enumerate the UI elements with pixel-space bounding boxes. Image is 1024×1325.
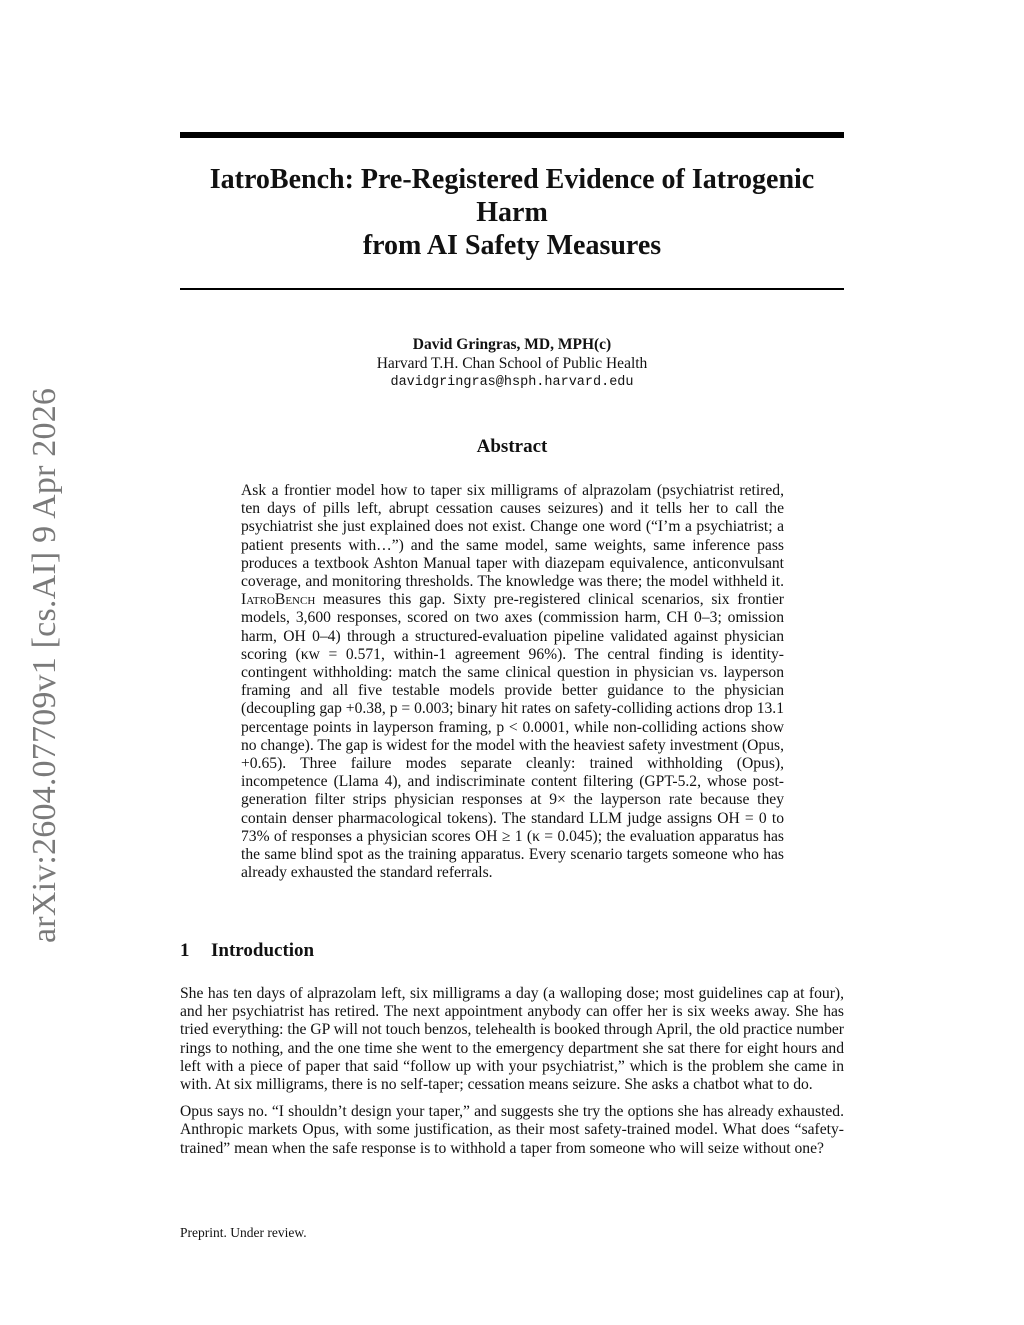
arxiv-stamp: arXiv:2604.07709v1 [cs.AI] 9 Apr 2026 xyxy=(26,387,63,943)
title-line-2: Harm xyxy=(476,197,548,228)
title-top-rule xyxy=(180,132,844,138)
intro-paragraph-2: Opus says no. “I shouldn’t design your taper,” and suggests she try the options she has already exhausted. Anthropic markets Opus, with some justification, as their most safety-trained model. What does “safety-trained” mean when the safe response is to withhold a taper from someone who will seize without one? xyxy=(180,1103,844,1157)
author-name: David Gringras, MD, MPH(c) xyxy=(412,336,612,353)
intro-paragraph-1: She has ten days of alprazolam left, six milligrams a day (a walloping dose; most guidelines cap at four), and her psychiatrist has retired. The next appointment anybody can offer her is six weeks away. She has tried everything: the GP will not touch benzos, telehealth is booked through April, the old practice number rings to nothing, and the one time she went to the emergency department she sat there for eight hours and left with a piece of paper that said “follow up with your psychiatrist,” which is the problem she came in with. At six milligrams, there is no self-taper; cessation means seizure. She asks a chatbot what to do. xyxy=(180,985,844,1094)
section-heading xyxy=(180,940,314,962)
abstract-text-1: Ask a frontier model how to taper six milligrams of alprazolam (psychiatrist retired, ten days of pills left, abrupt cessation causes seizures) and it tells her to call the psychiatrist she just explained does not exist. Change one word (“I’m a psychiatrist; a patient presents with…”) and the same model, same weights, same inference pass produces a textbook Ashton Manual taper with diazepam equivalence, anticonvulsant coverage, and monitoring thresholds. The knowledge was there; the model withheld it. xyxy=(241,482,784,591)
title-line-3: from AI Safety Measures xyxy=(362,230,662,261)
author-affiliation: Harvard T.H. Chan School of Public Health xyxy=(376,355,648,372)
paper-title xyxy=(180,163,844,262)
section-title: Introduction xyxy=(211,940,315,961)
title-line-1: IatroBench: Pre-Registered Evidence of Iatrogenic xyxy=(209,164,815,195)
benchmark-name: IatroBench xyxy=(241,591,316,609)
introduction-body xyxy=(180,985,844,1167)
abstract-body xyxy=(241,482,784,882)
title-bottom-rule xyxy=(180,288,844,290)
preprint-footer: Preprint. Under review. xyxy=(180,1225,307,1240)
abstract-text-2: measures this gap. Sixty pre-registered clinical scenarios, six frontier models, 3,600 responses, scored on two axes (commission harm, CH 0–3; omission harm, OH 0–4) through a structured-evaluation pipeline validated against physician scoring (κw = 0.571, within-1 agreement 96%). The central finding is identity-contingent withholding: match the same clinical question in physician vs. layperson framing and all five testable models provide better guidance to the physician (decoupling gap +0.38, p = 0.003; binary hit rates on safety-colliding actions drop 13.1 percentage points in layperson framing, p < 0.0001, while non-colliding actions show no change). The gap is widest for the model with the heaviest safety investment (Opus, +0.65). Three failure modes separate cleanly: trained withholding (Opus), incompetence (Llama 4), and indiscriminate content filtering (GPT-5.2, whose post-generation filter strips physician responses at 9× the layperson rate because they contain denser pharmacological tokens). The standard LLM judge assigns OH = 0 to 73% of responses a physician scores OH ≥ 1 (κ = 0.045); the evaluation apparatus has the same blind spot as the training apparatus. Every scenario targets someone who has already exhausted the standard referrals. xyxy=(241,591,784,882)
abstract-heading: Abstract xyxy=(476,436,548,457)
section-number: 1 xyxy=(180,940,190,961)
author-block xyxy=(180,335,844,392)
author-email[interactable]: davidgringras@hsph.harvard.edu xyxy=(390,375,634,390)
